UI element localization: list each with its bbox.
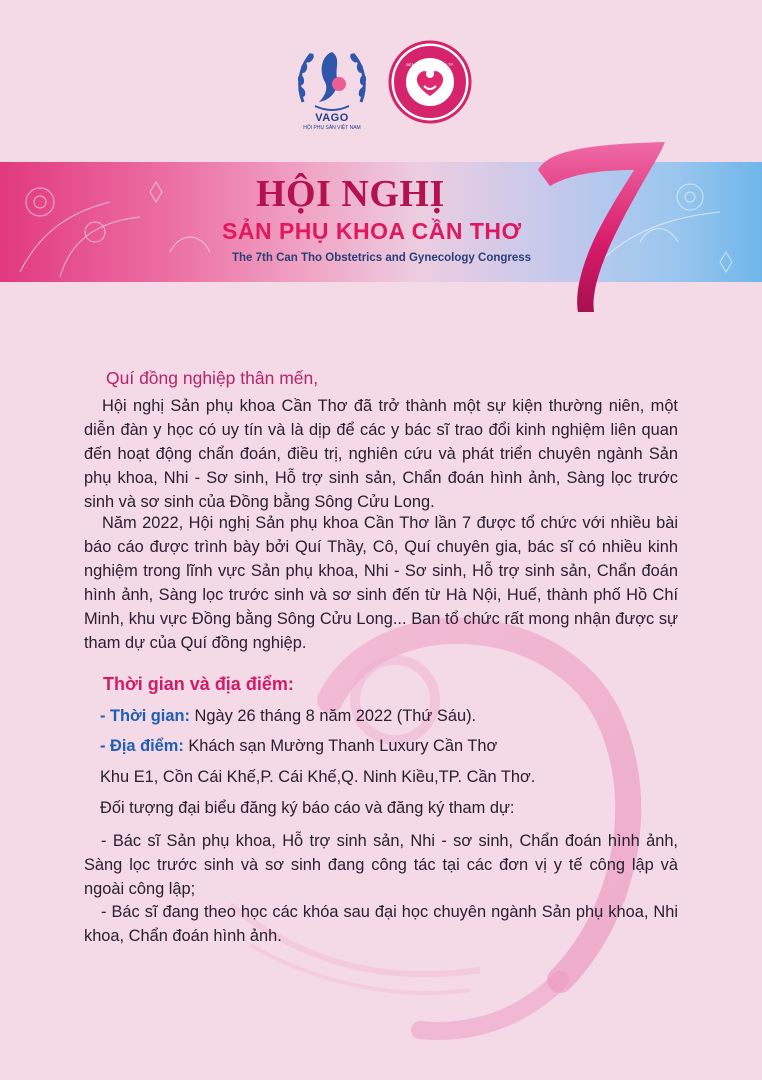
- hospital-emblem-icon: [388, 40, 472, 124]
- place-label: - Địa điểm:: [100, 737, 184, 755]
- greeting: Quí đồng nghiệp thân mến,: [106, 368, 319, 388]
- section-time-place-title: Thời gian và địa điểm:: [103, 674, 294, 694]
- paragraph-2022: Năm 2022, Hội nghị Sản phụ khoa Cần Thơ lần 7 được tổ chức với nhiều bài báo cáo được trình bày bởi Quí Thầy, Cô, Quí chuyên gia, bác sĩ có nhiều kinh nghiệm trong lĩnh vực Sản phụ khoa, Nhi - Sơ sinh, Hỗ trợ sinh sản, Chẩn đoán hình ảnh, Sàng lọc trước sinh và sơ sinh đến từ Hà Nội, Huế, thành phố Hồ Chí Minh, khu vực Đồng bằng Sông Cửu Long... Ban tổ chức rất mong nhận được sự tham dự của Quí đồng nghiệp.: [84, 514, 678, 652]
- event-place-line: [100, 737, 497, 756]
- paragraph-intro: Hội nghị Sản phụ khoa Cần Thơ đã trở thành một sự kiện thường niên, một diễn đàn y học có uy tín và là dịp để các y bác sĩ trao đổi kinh nghiệm liên quan đến hoạt động chẩn đoán, điều trị, nghiên cứu và phát triển chuyên ngành Sản phụ khoa, Nhi - Sơ sinh, Hỗ trợ sinh sản, Chẩn đoán hình ảnh, Sàng lọc trước sinh và sơ sinh của Đồng bằng Sông Cửu Long.: [84, 397, 678, 511]
- vago-logo: [292, 42, 372, 131]
- target-item-2: - Bác sĩ đang theo học các khóa sau đại học chuyên ngành Sản phụ khoa, Nhi khoa, Chẩn đoán hình ảnh.: [84, 903, 678, 945]
- place-value: Khách sạn Mường Thanh Luxury Cần Thơ: [183, 737, 498, 755]
- vago-name: VAGO: [315, 112, 349, 124]
- banner-subtitle: SẢN PHỤ KHOA CẦN THƠ: [222, 218, 522, 244]
- event-time-line: [100, 707, 476, 726]
- banner-english-title: The 7th Can Tho Obstetrics and Gynecology Congress: [232, 252, 532, 264]
- target-heading: Đối tượng đại biểu đăng ký báo cáo và đăng ký tham dự:: [100, 799, 515, 817]
- edition-seven-graphic: [530, 140, 680, 315]
- banner-title: HỘI NGHỊ: [256, 173, 445, 215]
- vago-caption: HỘI PHỤ SẢN VIỆT NAM: [303, 125, 361, 131]
- hospital-ring-text: BỆNH VIỆN PHỤ SẢN TP. CẦN THƠ: [406, 62, 454, 72]
- event-address: Khu E1, Cồn Cái Khế,P. Cái Khế,Q. Ninh Kiều,TP. Cần Thơ.: [100, 768, 536, 786]
- time-value: Ngày 26 tháng 8 năm 2022 (Thứ Sáu).: [189, 707, 477, 725]
- time-label: - Thời gian:: [100, 707, 190, 725]
- target-item-1: - Bác sĩ Sản phụ khoa, Hỗ trợ sinh sản, Nhi - sơ sinh, Chẩn đoán hình ảnh, Sàng lọc trước sinh và sơ sinh đang công tác tại các đơn vị y tế công lập và ngoài công lập;: [84, 832, 678, 898]
- vago-emblem-icon: [293, 42, 371, 116]
- hospital-logo: [388, 40, 472, 124]
